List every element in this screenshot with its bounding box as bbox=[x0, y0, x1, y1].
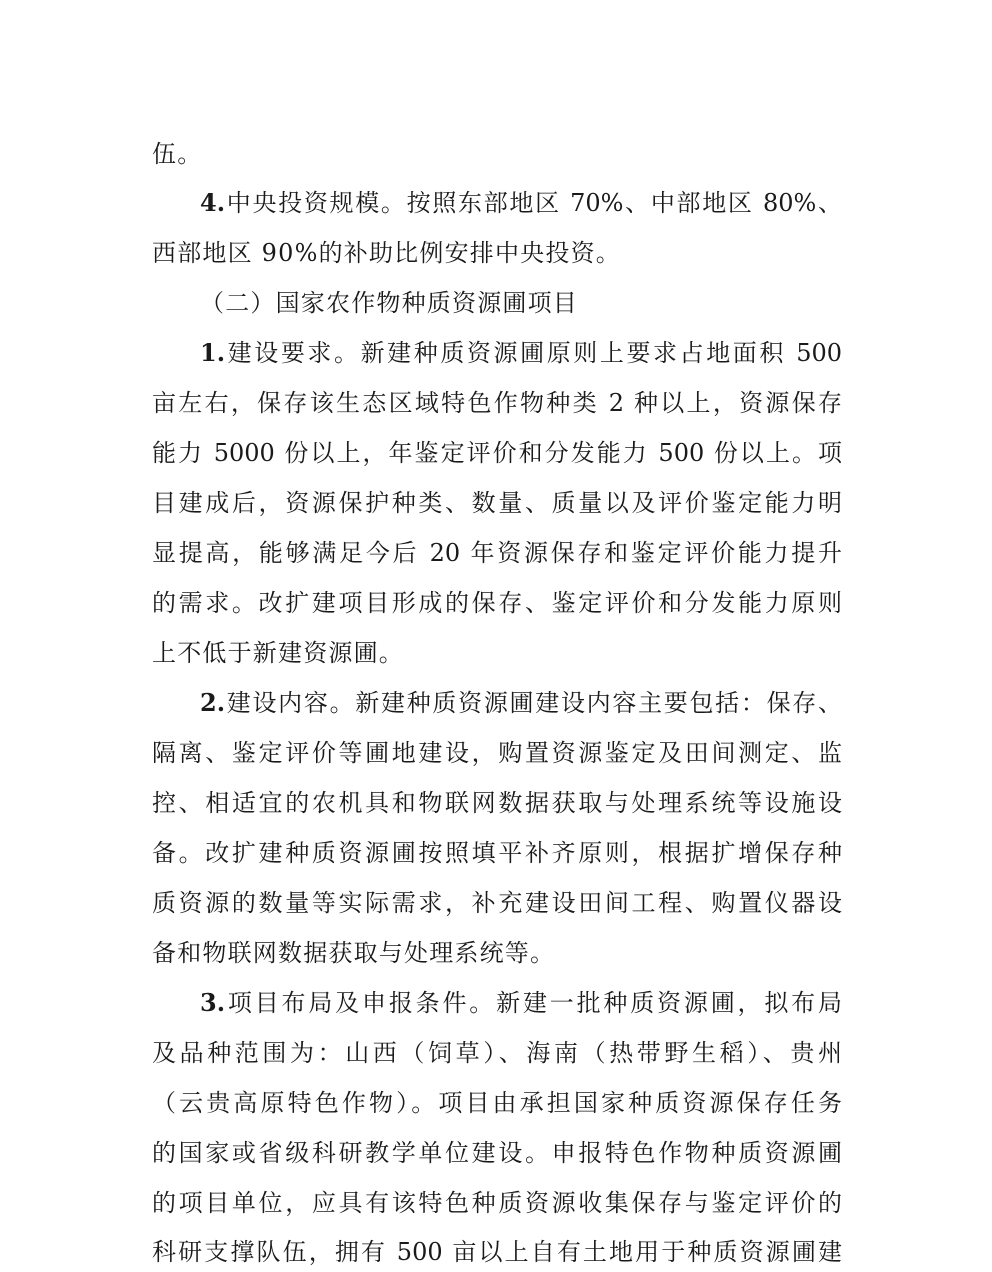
line-text: 伍。 bbox=[152, 140, 203, 168]
text-line bbox=[152, 1232, 842, 1272]
text-line bbox=[152, 483, 842, 523]
text-line bbox=[152, 933, 842, 973]
line-text: 项目布局及申报条件。新建一批种质资源圃，拟布局 bbox=[225, 989, 842, 1017]
line-text: 建设要求。新建种质资源圃原则上要求占地面积 500 bbox=[225, 339, 842, 367]
line-text: 备和物联网数据获取与处理系统等。 bbox=[152, 939, 556, 967]
text-line bbox=[152, 1083, 842, 1123]
item-number: 2. bbox=[200, 688, 226, 717]
text-line bbox=[152, 733, 842, 773]
text-line bbox=[152, 833, 842, 873]
line-text: 目建成后，资源保护种类、数量、质量以及评价鉴定能力明 bbox=[152, 489, 842, 517]
line-text: 西部地区 90%的补助比例安排中央投资。 bbox=[152, 239, 621, 267]
item-number: 3. bbox=[200, 988, 226, 1017]
text-line bbox=[152, 533, 842, 573]
item-number: 1. bbox=[200, 338, 226, 367]
line-text: 质资源的数量等实际需求，补充建设田间工程、购置仪器设 bbox=[152, 889, 842, 917]
text-line bbox=[152, 783, 842, 823]
paragraph-heading-line bbox=[200, 983, 842, 1023]
line-text: 的项目单位，应具有该特色种质资源收集保存与鉴定评价的 bbox=[152, 1189, 842, 1217]
text-line bbox=[152, 883, 842, 923]
paragraph-heading-line bbox=[200, 183, 842, 223]
line-text: 建设内容。新建种质资源圃建设内容主要包括：保存、 bbox=[225, 689, 842, 717]
line-text: 的需求。改扩建项目形成的保存、鉴定评价和分发能力原则 bbox=[152, 589, 842, 617]
text-line bbox=[152, 633, 842, 673]
line-text: 显提高，能够满足今后 20 年资源保存和鉴定评价能力提升 bbox=[152, 539, 842, 567]
line-text: 亩左右，保存该生态区域特色作物种类 2 种以上，资源保存 bbox=[152, 389, 842, 417]
text-line bbox=[152, 583, 842, 623]
text-line bbox=[152, 1033, 842, 1073]
line-text: 能力 5000 份以上，年鉴定评价和分发能力 500 份以上。项 bbox=[152, 439, 842, 467]
section-heading bbox=[200, 283, 842, 323]
line-text: 中央投资规模。按照东部地区 70%、中部地区 80%、 bbox=[225, 189, 842, 217]
paragraph-heading-line bbox=[200, 683, 842, 723]
line-text: 隔离、鉴定评价等圃地建设，购置资源鉴定及田间测定、监 bbox=[152, 739, 842, 767]
line-text: 备。改扩建种质资源圃按照填平补齐原则，根据扩增保存种 bbox=[152, 839, 842, 867]
text-line bbox=[152, 233, 842, 273]
line-text: 控、相适宜的农机具和物联网数据获取与处理系统等设施设 bbox=[152, 789, 842, 817]
line-text: 科研支撑队伍，拥有 500 亩以上自有土地用于种质资源圃建 bbox=[152, 1238, 842, 1266]
text-line bbox=[152, 134, 842, 174]
section-heading-text: （二）国家农作物种质资源圃项目 bbox=[200, 289, 578, 317]
line-text: （云贵高原特色作物）。项目由承担国家种质资源保存任务 bbox=[152, 1089, 842, 1117]
text-line bbox=[152, 1183, 842, 1223]
line-text: 的国家或省级科研教学单位建设。申报特色作物种质资源圃 bbox=[152, 1139, 842, 1167]
item-number: 4. bbox=[200, 188, 226, 217]
text-line bbox=[152, 433, 842, 473]
line-text: 及品种范围为：山西（饲草）、海南（热带野生稻）、贵州 bbox=[152, 1039, 842, 1067]
text-line bbox=[152, 1133, 842, 1173]
text-line bbox=[152, 383, 842, 423]
paragraph-heading-line bbox=[200, 333, 842, 373]
line-text: 上不低于新建资源圃。 bbox=[152, 639, 404, 667]
